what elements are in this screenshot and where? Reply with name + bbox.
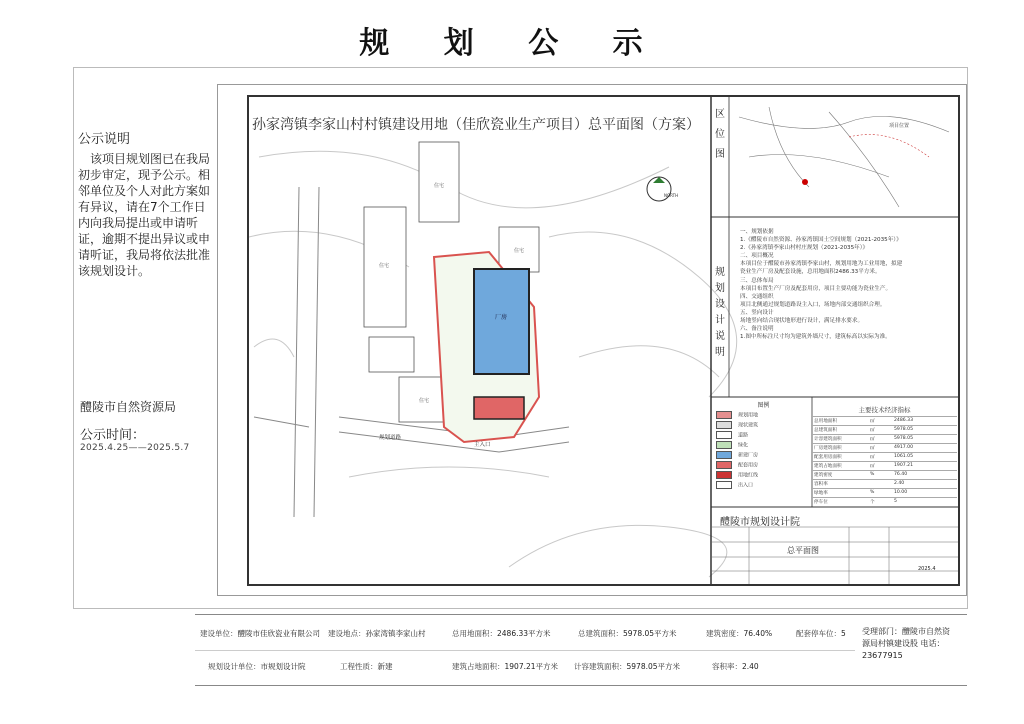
publicity-time-label: 公示时间： xyxy=(80,428,146,443)
road-label: 规划道路 xyxy=(379,435,402,441)
legend-swatch-icon xyxy=(716,461,732,469)
legend-item xyxy=(716,431,811,441)
location-note: 项目位置 xyxy=(889,123,910,129)
far: 容积率：2.40 xyxy=(712,662,759,671)
note-line: 2.《孙家湾镇李家山村村庄规划（2021-2035年）》 xyxy=(740,245,869,252)
stats-name: 计容建筑面积 xyxy=(814,437,842,442)
note-line: 四、交通组织 xyxy=(740,293,774,300)
location-map xyxy=(739,107,949,207)
stats-value: 10.00 xyxy=(894,490,908,495)
note-line: 六、备注说明 xyxy=(740,326,774,333)
density: 建筑密度：76.40% xyxy=(706,629,773,638)
building-label-2: 住宅 xyxy=(378,263,390,269)
stats-value: 2486.33 xyxy=(894,418,913,423)
legend-swatch-icon xyxy=(716,411,732,419)
note-line: 瓷业生产厂房及配套设施，总用地面积2486.33平方米。 xyxy=(740,269,881,276)
stats-row xyxy=(812,497,957,507)
far-area: 计容建筑面积：5978.05平方米 xyxy=(574,662,681,671)
building-label-1: 住宅 xyxy=(433,183,445,189)
stats-name: 总建筑面积 xyxy=(814,428,837,433)
legend-label: 新建厂房 xyxy=(738,452,759,459)
legend-item xyxy=(716,471,811,481)
stats-name: 绿地率 xyxy=(814,491,828,496)
stats-value: 1907.21 xyxy=(894,463,913,468)
stats-value: 5978.05 xyxy=(894,427,913,432)
legend-swatch-icon xyxy=(716,441,732,449)
legend-label: 配套用房 xyxy=(738,462,759,469)
location-label: 区位图 xyxy=(715,109,725,160)
design-notes-label: 规划设计说明 xyxy=(715,267,725,358)
plan-title: 孙家湾镇李家山村村镇建设用地（佳欣瓷业生产项目）总平面图（方案） xyxy=(252,117,700,133)
legend-label: 规划用地 xyxy=(738,412,759,419)
issuer: 醴陵市自然资源局 xyxy=(80,400,177,414)
stats-name: 容积率 xyxy=(814,482,828,487)
notice-panel xyxy=(78,128,210,279)
legend-item xyxy=(716,481,811,491)
project-location-icon xyxy=(802,179,808,185)
stats-name: 厂房建筑面积 xyxy=(814,446,842,451)
legend-label: 道路 xyxy=(738,432,749,439)
stats-unit: ㎡ xyxy=(870,437,875,442)
footprint: 建筑占地面积：1907.21平方米 xyxy=(452,662,559,671)
stats-name: 建筑密度 xyxy=(814,473,833,478)
legend-swatch-icon xyxy=(716,431,732,439)
note-line: 五、竖向设计 xyxy=(740,309,774,316)
stats-unit: % xyxy=(870,472,875,477)
legend-label: 现状建筑 xyxy=(738,422,759,429)
stats-value: 5978.05 xyxy=(894,436,913,441)
stats-unit: ㎡ xyxy=(870,428,875,433)
builder: 建设单位：醴陵市佳欣瓷业有限公司 xyxy=(200,629,320,638)
note-line: 1.《醴陵市自然资源、孙家湾镇国土空间规划（2021-2035年）》 xyxy=(740,237,902,244)
project-info-table xyxy=(195,614,967,686)
nature: 工程性质：新建 xyxy=(340,662,393,671)
stats-unit: % xyxy=(870,490,875,495)
stats-unit: ㎡ xyxy=(870,455,875,460)
stats-value: 5 xyxy=(894,499,897,504)
legend-item xyxy=(716,461,811,471)
legend-label: 用地红线 xyxy=(738,472,759,479)
designer: 规划设计单位：市规划设计院 xyxy=(208,662,306,671)
note-line: 本项目位于醴陵市孙家湾镇李家山村，规划用地为工业用地，拟建 xyxy=(740,261,903,268)
north-label: NORTH xyxy=(664,193,679,198)
note-line: 二、项目概况 xyxy=(740,253,774,260)
site: 建设地点：孙家湾镇李家山村 xyxy=(328,629,426,638)
publicity-time-value: 2025.4.25——2025.5.7 xyxy=(80,443,190,453)
legend-swatch-icon xyxy=(716,481,732,489)
stats-unit: ㎡ xyxy=(870,419,875,424)
note-line: 三、总体布局 xyxy=(740,277,774,284)
contact-info: 受理部门：醴陵市自然资源局村镇建设股 电话：23677915 xyxy=(862,627,950,660)
legend-item xyxy=(716,411,811,421)
building-label-3: 住宅 xyxy=(418,398,430,404)
stats-unit: ㎡ xyxy=(870,446,875,451)
legend-item xyxy=(716,421,811,431)
stats-name: 配套用房面积 xyxy=(814,455,842,460)
legend-swatch-icon xyxy=(716,451,732,459)
design-notes xyxy=(740,228,950,341)
land-area: 总用地面积：2486.33平方米 xyxy=(452,629,551,638)
parking: 配套停车位：5 xyxy=(796,629,846,638)
note-line: 1.图中所标注尺寸均为建筑外墙尺寸，建筑标高以实际为准。 xyxy=(740,334,891,341)
stats-name: 总用地面积 xyxy=(814,419,837,424)
support-building[interactable] xyxy=(474,397,524,419)
legend-title: 图例 xyxy=(757,402,770,409)
legend-item xyxy=(716,451,811,461)
legend-label: 出入口 xyxy=(738,482,754,489)
stats-unit: ㎡ xyxy=(870,464,875,469)
building-label-4: 住宅 xyxy=(513,248,525,254)
note-line: 一、规划依据 xyxy=(740,229,774,235)
notice-heading: 公示说明 xyxy=(78,132,131,147)
entrance-label: 主入口 xyxy=(474,442,491,448)
factory-building[interactable] xyxy=(474,269,529,374)
stats-value: 4917.00 xyxy=(894,445,913,450)
stats-value: 76.40 xyxy=(894,472,908,477)
legend-item xyxy=(716,441,811,451)
drawing-name: 总平面图 xyxy=(787,546,819,555)
notice-body: 该项目规划图已在我局初步审定，现予公示。相邻单位及个人对此方案如有异议，请在7个工作日内向我局提出或申请听证，逾期不提出异议或申请听证，我局将依法批准该规划设计。 xyxy=(78,152,211,278)
page-title: 规 划 公 示 xyxy=(359,26,665,61)
total-area: 总建筑面积：5978.05平方米 xyxy=(578,629,677,638)
factory-label: 厂房 xyxy=(494,314,508,321)
stats-unit: 个 xyxy=(870,500,875,505)
legend-swatch-icon xyxy=(716,471,732,479)
stats-title: 主要技术经济指标 xyxy=(858,406,911,414)
note-line: 场地竖向结合现状地形进行设计，满足排水要求。 xyxy=(740,318,864,325)
stats-value: 2.40 xyxy=(894,481,905,486)
title-block-lines xyxy=(711,527,958,584)
stats-value: 1061.05 xyxy=(894,454,913,459)
legend-label: 绿化 xyxy=(738,442,749,449)
drawing-date: 2025.4 xyxy=(918,566,936,572)
design-institute: 醴陵市规划设计院 xyxy=(720,517,800,528)
stats-name: 停车位 xyxy=(814,500,828,505)
stats-name: 建筑占地面积 xyxy=(814,464,842,469)
note-line: 项目北侧通过规划道路设主入口，场地内部交通组织合理。 xyxy=(740,301,886,308)
legend-swatch-icon xyxy=(716,421,732,429)
note-line: 本项目布置生产厂房及配套用房，项目主要功能为瓷业生产。 xyxy=(740,285,892,292)
